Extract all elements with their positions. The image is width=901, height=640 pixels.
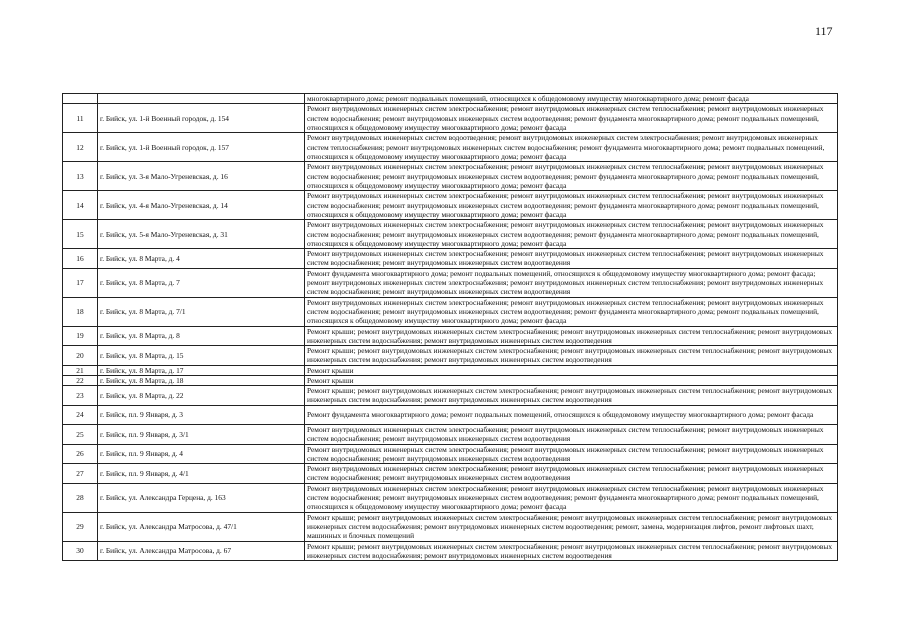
table-row	[63, 386, 838, 406]
address-cell: г. Бийск, ул. 8 Марта, д. 15	[98, 346, 305, 366]
row-number-cell: 26	[63, 444, 98, 464]
works-cell: Ремонт крыши; ремонт внутридомовых инженерных систем электроснабжения; ремонт внутридомовых инженерных систем теплоснабжения; ремонт внутридомовых инженерных систем водоснабжения; ремонт внутридомовых инженерных систем водоотведения	[305, 541, 838, 561]
works-cell: Ремонт внутридомовых инженерных систем электроснабжения; ремонт внутридомовых инженерных систем теплоснабжения; ремонт внутридомовых инженерных систем водоснабжения; ремонт внутридомовых инженерных систем водоотведения; ремонт фундамента многоквартирного дома; ремонт подвальных помещений, относящихся к общедомовому имуществу многоквартирного дома; ремонт фасада	[305, 220, 838, 249]
table-row	[63, 268, 838, 297]
works-cell: многоквартирного дома; ремонт подвальных помещений, относящихся к общедомовому имуществу многоквартирного дома; ремонт фасада	[305, 94, 838, 104]
address-cell: г. Бийск, ул. Александра Герцена, д. 163	[98, 483, 305, 512]
works-cell: Ремонт крыши; ремонт внутридомовых инженерных систем электроснабжения; ремонт внутридомовых инженерных систем теплоснабжения; ремонт внутридомовых инженерных систем водоснабжения; ремонт внутридомовых инженерных систем водоотведения; ремонт, замена, модернизация лифтов, ремонт лифтовых шахт, машинных и блочных помещений	[305, 512, 838, 541]
table-row	[63, 405, 838, 425]
address-cell: г. Бийск, ул. 1-й Военный городок, д. 157	[98, 133, 305, 162]
table-row-fragment	[63, 94, 838, 104]
address-cell: г. Бийск, ул. 8 Марта, д. 4	[98, 249, 305, 269]
works-cell: Ремонт внутридомовых инженерных систем водоотведения; ремонт внутридомовых инженерных систем электроснабжения; ремонт внутридомовых инженерных систем теплоснабжения; ремонт внутридомовых инженерных систем водоснабжения; ремонт фундамента многоквартирного дома; ремонт подвальных помещений, относящихся к общедомовому имуществу многоквартирного дома; ремонт фасада	[305, 133, 838, 162]
row-number-cell: 23	[63, 386, 98, 406]
table-row	[63, 297, 838, 326]
row-number-cell: 19	[63, 326, 98, 346]
table-row	[63, 464, 838, 484]
address-cell: г. Бийск, ул. 8 Марта, д. 22	[98, 386, 305, 406]
row-number-cell: 21	[63, 365, 98, 375]
row-number-cell: 17	[63, 268, 98, 297]
address-cell: г. Бийск, пл. 9 Января, д. 4/1	[98, 464, 305, 484]
row-number-cell: 27	[63, 464, 98, 484]
row-number-cell: 16	[63, 249, 98, 269]
row-number-cell: 28	[63, 483, 98, 512]
works-cell: Ремонт крыши; ремонт внутридомовых инженерных систем электроснабжения; ремонт внутридомовых инженерных систем теплоснабжения; ремонт внутридомовых инженерных систем водоснабжения; ремонт внутридомовых инженерных систем водоотведения	[305, 326, 838, 346]
table-row	[63, 483, 838, 512]
row-number-cell: 15	[63, 220, 98, 249]
address-cell	[98, 94, 305, 104]
row-number-cell: 25	[63, 425, 98, 445]
works-cell: Ремонт внутридомовых инженерных систем электроснабжения; ремонт внутридомовых инженерных систем теплоснабжения; ремонт внутридомовых инженерных систем водоснабжения; ремонт внутридомовых инженерных систем водоотведения	[305, 425, 838, 445]
table-row	[63, 133, 838, 162]
row-number-cell: 18	[63, 297, 98, 326]
works-cell: Ремонт внутридомовых инженерных систем электроснабжения; ремонт внутридомовых инженерных систем теплоснабжения; ремонт внутридомовых инженерных систем водоснабжения; ремонт внутридомовых инженерных систем водоотведения; ремонт фундамента многоквартирного дома; ремонт подвальных помещений, относящихся к общедомовому имуществу многоквартирного дома; ремонт фасада	[305, 297, 838, 326]
row-number-cell	[63, 94, 98, 104]
table-body	[63, 94, 838, 561]
works-cell: Ремонт фундамента многоквартирного дома; ремонт подвальных помещений, относящихся к общедомовому имуществу многоквартирного дома; ремонт фасада; ремонт внутридомовых инженерных систем электроснабжения; ремонт внутридомовых инженерных систем теплоснабжения; ремонт внутридомовых инженерных систем водоснабжения; ремонт внутридомовых инженерных систем водоотведения	[305, 268, 838, 297]
works-cell: Ремонт внутридомовых инженерных систем электроснабжения; ремонт внутридомовых инженерных систем теплоснабжения; ремонт внутридомовых инженерных систем водоснабжения; ремонт внутридомовых инженерных систем водоотведения	[305, 249, 838, 269]
address-cell: г. Бийск, ул. 1-й Военный городок, д. 154	[98, 104, 305, 133]
works-cell: Ремонт крыши; ремонт внутридомовых инженерных систем электроснабжения; ремонт внутридомовых инженерных систем теплоснабжения; ремонт внутридомовых инженерных систем водоснабжения; ремонт внутридомовых инженерных систем водоотведения	[305, 346, 838, 366]
works-cell: Ремонт внутридомовых инженерных систем электроснабжения; ремонт внутридомовых инженерных систем теплоснабжения; ремонт внутридомовых инженерных систем водоснабжения; ремонт внутридомовых инженерных систем водоотведения	[305, 464, 838, 484]
table-row	[63, 425, 838, 445]
address-cell: г. Бийск, ул. 8 Марта, д. 7/1	[98, 297, 305, 326]
address-cell: г. Бийск, ул. 8 Марта, д. 18	[98, 375, 305, 385]
table-row	[63, 346, 838, 366]
works-cell: Ремонт внутридомовых инженерных систем электроснабжения; ремонт внутридомовых инженерных систем теплоснабжения; ремонт внутридомовых инженерных систем водоснабжения; ремонт внутридомовых инженерных систем водоотведения; ремонт фундамента многоквартирного дома; ремонт подвальных помещений, относящихся к общедомовому имуществу многоквартирного дома; ремонт фасада	[305, 104, 838, 133]
works-cell: Ремонт крыши	[305, 375, 838, 385]
table-row	[63, 249, 838, 269]
works-cell: Ремонт крыши	[305, 365, 838, 375]
address-cell: г. Бийск, ул. Александра Матросова, д. 67	[98, 541, 305, 561]
row-number-cell: 29	[63, 512, 98, 541]
address-cell: г. Бийск, ул. Александра Матросова, д. 47/1	[98, 512, 305, 541]
works-cell: Ремонт внутридомовых инженерных систем электроснабжения; ремонт внутридомовых инженерных систем теплоснабжения; ремонт внутридомовых инженерных систем водоснабжения; ремонт внутридомовых инженерных систем водоотведения; ремонт фундамента многоквартирного дома; ремонт подвальных помещений, относящихся к общедомовому имуществу многоквартирного дома; ремонт фасада	[305, 162, 838, 191]
table-row	[63, 220, 838, 249]
table-row	[63, 541, 838, 561]
address-cell: г. Бийск, ул. 8 Марта, д. 8	[98, 326, 305, 346]
address-cell: г. Бийск, ул. 5-я Мало-Угреневская, д. 31	[98, 220, 305, 249]
address-cell: г. Бийск, ул. 4-я Мало-Угреневская, д. 14	[98, 191, 305, 220]
table-row	[63, 191, 838, 220]
page-number: 117	[815, 24, 833, 38]
table-row	[63, 365, 838, 375]
row-number-cell: 22	[63, 375, 98, 385]
table-row	[63, 444, 838, 464]
works-cell: Ремонт внутридомовых инженерных систем электроснабжения; ремонт внутридомовых инженерных систем теплоснабжения; ремонт внутридомовых инженерных систем водоснабжения; ремонт внутридомовых инженерных систем водоотведения	[305, 444, 838, 464]
address-cell: г. Бийск, пл. 9 Января, д. 4	[98, 444, 305, 464]
row-number-cell: 12	[63, 133, 98, 162]
table-row	[63, 326, 838, 346]
address-cell: г. Бийск, ул. 3-я Мало-Угреневская, д. 16	[98, 162, 305, 191]
table-row	[63, 512, 838, 541]
row-number-cell: 20	[63, 346, 98, 366]
address-cell: г. Бийск, ул. 8 Марта, д. 17	[98, 365, 305, 375]
row-number-cell: 24	[63, 405, 98, 425]
row-number-cell: 14	[63, 191, 98, 220]
table-row	[63, 375, 838, 385]
row-number-cell: 30	[63, 541, 98, 561]
works-cell: Ремонт внутридомовых инженерных систем электроснабжения; ремонт внутридомовых инженерных систем теплоснабжения; ремонт внутридомовых инженерных систем водоснабжения; ремонт внутридомовых инженерных систем водоотведения; ремонт фундамента многоквартирного дома; ремонт подвальных помещений, относящихся к общедомовому имуществу многоквартирного дома; ремонт фасада	[305, 191, 838, 220]
works-cell: Ремонт внутридомовых инженерных систем электроснабжения; ремонт внутридомовых инженерных систем теплоснабжения; ремонт внутридомовых инженерных систем водоснабжения; ремонт внутридомовых инженерных систем водоотведения; ремонт фундамента многоквартирного дома; ремонт подвальных помещений, относящихся к общедомовому имуществу многоквартирного дома; ремонт фасада	[305, 483, 838, 512]
row-number-cell: 11	[63, 104, 98, 133]
works-cell: Ремонт крыши; ремонт внутридомовых инженерных систем электроснабжения; ремонт внутридомовых инженерных систем теплоснабжения; ремонт внутридомовых инженерных систем водоснабжения; ремонт внутридомовых инженерных систем водоотведения	[305, 386, 838, 406]
address-cell: г. Бийск, пл. 9 Января, д. 3/1	[98, 425, 305, 445]
address-cell: г. Бийск, ул. 8 Марта, д. 7	[98, 268, 305, 297]
table-row	[63, 162, 838, 191]
works-cell: Ремонт фундамента многоквартирного дома; ремонт подвальных помещений, относящихся к общедомовому имуществу многоквартирного дома; ремонт фасада	[305, 405, 838, 425]
table-row	[63, 104, 838, 133]
repair-works-table	[62, 93, 838, 561]
address-cell: г. Бийск, пл. 9 Января, д. 3	[98, 405, 305, 425]
row-number-cell: 13	[63, 162, 98, 191]
